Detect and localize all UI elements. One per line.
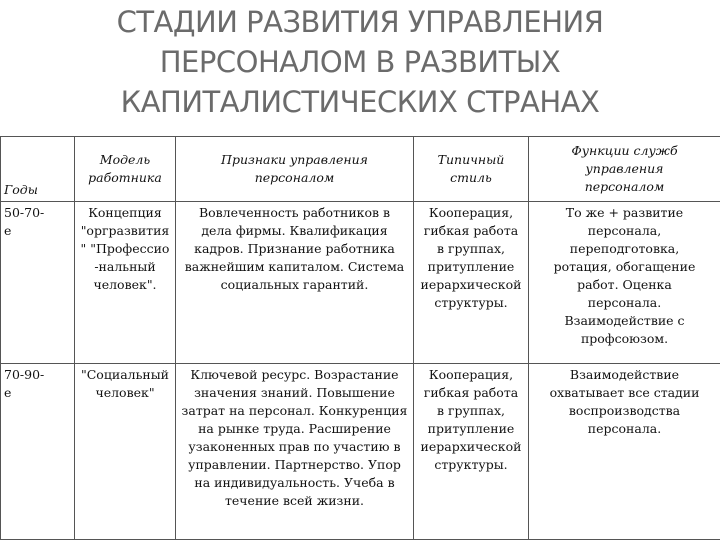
header-signs: Признаки управления персоналом bbox=[176, 137, 414, 202]
stages-table bbox=[0, 136, 720, 540]
cell-years: 70-90- е bbox=[1, 364, 75, 540]
cell-model: "Социальный человек" bbox=[75, 364, 176, 540]
cell-signs: Вовлеченность работников в дела фирмы. Квалификация кадров. Признание работника важнейшим капиталом. Система социальных гарантий. bbox=[176, 202, 414, 364]
header-row bbox=[1, 137, 720, 202]
cell-years: 50-70- е bbox=[1, 202, 75, 364]
title-line-3: КАПИТАЛИСТИЧЕСКИХ СТРАНАХ bbox=[120, 85, 600, 119]
cell-functions: То же + развитие персонала, переподготовка, ротация, обогащение работ. Оценка персонала. Взаимодействие с профсоюзом. bbox=[529, 202, 720, 364]
table-row bbox=[1, 202, 720, 364]
table-row bbox=[1, 364, 720, 540]
title-line-2: ПЕРСОНАЛОМ В РАЗВИТЫХ bbox=[159, 45, 561, 79]
header-style: Типичный стиль bbox=[414, 137, 529, 202]
page-title bbox=[0, 2, 720, 122]
cell-style: Кооперация, гибкая работа в группах, притупление иерархической структуры. bbox=[414, 202, 529, 364]
title-line-1: СТАДИИ РАЗВИТИЯ УПРАВЛЕНИЯ bbox=[116, 5, 604, 39]
header-years: Годы bbox=[1, 137, 75, 202]
header-model: Модель работника bbox=[75, 137, 176, 202]
cell-model: Концепция "оргразвития " "Профессио -нальный человек". bbox=[75, 202, 176, 364]
cell-style: Кооперация, гибкая работа в группах, притупление иерархической структуры. bbox=[414, 364, 529, 540]
header-functions: Функции служб управления персоналом bbox=[529, 137, 720, 202]
cell-functions: Взаимодействие охватывает все стадии воспроизводства персонала. bbox=[529, 364, 720, 540]
cell-signs: Ключевой ресурс. Возрастание значения знаний. Повышение затрат на персонал. Конкуренция на рынке труда. Расширение узаконенных прав по участию в управлении. Партнерство. Упор на индивидуальность. Учеба в течение всей жизни. bbox=[176, 364, 414, 540]
